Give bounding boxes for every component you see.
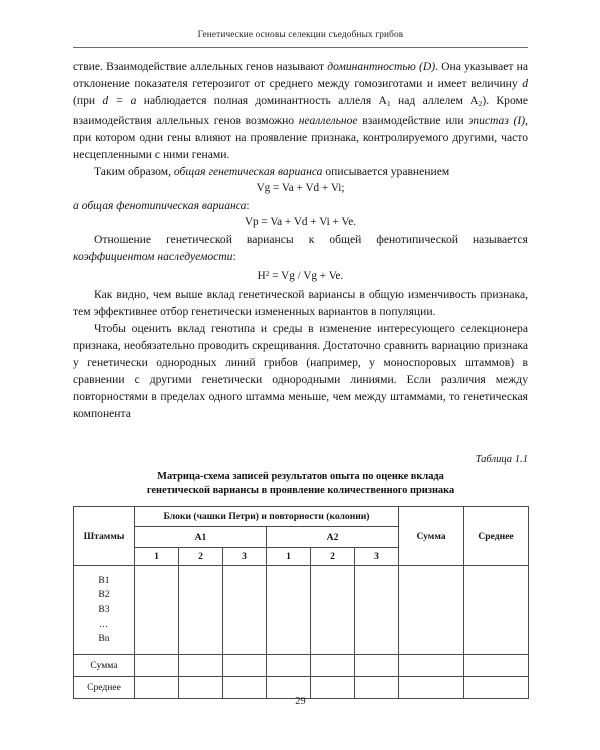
header-row-group: [74, 507, 529, 527]
p1-emphasis-dominance: доминантностью (D): [327, 60, 436, 73]
paragraph-1: [73, 58, 528, 163]
table-caption-line-1: Матрица-схема записей результатов опыта по оценке вклада: [157, 471, 444, 482]
column-header-strains: Штаммы: [74, 507, 135, 566]
table-number-label: Таблица 1.1: [475, 454, 528, 465]
row-label-strain-list: [74, 566, 135, 655]
p1-emphasis-d-equals-a: d = a: [102, 94, 137, 108]
column-header-a1-rep-1: 1: [135, 548, 179, 566]
table-row-strains: [74, 566, 529, 655]
p1-text-g: взаимодействие или: [357, 114, 469, 128]
allele-subscript-1: 1: [386, 99, 391, 108]
column-header-a2-rep-1: 1: [267, 548, 311, 566]
table-row-sum: [74, 655, 529, 677]
p2-text-a: Таким образом,: [94, 165, 174, 179]
table-caption-line-2: генетической вариансы в проявление количественного признака: [146, 485, 455, 497]
formula-genetic-variance: Vg = Va + Vd + Vi;: [256, 182, 345, 195]
paragraph-5: Как видно, чем выше вклад генетической вариансы в общую изменчивость признака, тем эффективнее отбор генетически измененных вариантов в популяции.: [73, 287, 528, 318]
p1-emphasis-epistasis: эпистаз (I): [468, 114, 526, 128]
paragraph-6: Чтобы оценить вклад генотипа и среды в изменение интересующего селекционера признака, необязательно проводить скрещивания. Достаточно сравнить вариацию признака у генетически однородных линий грибов (например, у моноспоровых штаммов) в сравнении с другими генетически однородными линиями. Если различия между повторностями в пределах одного штамма меньше, чем между штаммами, то генетическая компонента: [73, 321, 528, 420]
p1-text-b: . Она указывает на отклонение показателя гетерозигот от среднего между гомозиготами и имеет величину: [73, 60, 528, 91]
column-header-a1-rep-3: 3: [223, 548, 267, 566]
matrix-table: [73, 506, 529, 699]
data-cell[interactable]: [399, 655, 464, 677]
data-cell[interactable]: [179, 655, 223, 677]
data-cell[interactable]: [464, 566, 529, 655]
table-block: [73, 453, 528, 699]
data-cell[interactable]: [135, 566, 179, 655]
p1-text-f: ). Кроме взаимодействия аллельных генов возможно: [73, 94, 529, 128]
formula-h-symbol: H: [257, 270, 266, 283]
p1-text-a: ствие. Взаимодействие аллельных генов называют: [73, 60, 328, 73]
data-cell[interactable]: [311, 566, 355, 655]
table-caption: [73, 470, 528, 498]
data-cell[interactable]: [464, 655, 529, 677]
page-number: 29: [295, 696, 306, 707]
strain-label-b1: B1: [98, 574, 110, 586]
header-rule: [73, 47, 528, 48]
p4-emphasis-heritability: коэффициентом наследуемости: [73, 250, 233, 264]
column-header-mean: Среднее: [464, 507, 529, 566]
paragraph-2: [73, 163, 528, 180]
strain-label-b2: B2: [98, 589, 110, 601]
table-head: [74, 507, 529, 566]
formula-h-expression: = Vg / Vg + Ve.: [269, 270, 344, 283]
data-cell[interactable]: [223, 655, 267, 677]
allele-subscript-2: 2: [478, 99, 483, 108]
p2-text-b: описывается уравнением: [322, 165, 450, 179]
data-cell[interactable]: [267, 566, 311, 655]
column-header-block-a2: А2: [267, 527, 399, 548]
data-cell[interactable]: [355, 566, 399, 655]
data-cell[interactable]: [179, 566, 223, 655]
paragraph-4: [73, 231, 528, 265]
formula-h-exponent: 2: [265, 269, 270, 279]
data-cell[interactable]: [223, 566, 267, 655]
p3-text-a: :: [246, 199, 250, 213]
p1-emphasis-nonallelic: неаллельное: [298, 114, 358, 128]
p1-text-d: наблюдается полная доминантность аллеля A: [136, 94, 387, 108]
p1-text-h: , при котором одни гены влияют на проявление признака, контролируемого другими, часто несцепленными с ними генами.: [73, 114, 528, 162]
data-cell[interactable]: [399, 566, 464, 655]
p1-emphasis-d: d: [522, 77, 528, 91]
strain-label-ellipsis: …: [99, 619, 109, 630]
strain-label-stack: [74, 574, 134, 647]
column-header-block-a1: А1: [135, 527, 267, 548]
strain-label-b3: B3: [98, 603, 110, 615]
row-label-mean: Среднее: [74, 677, 135, 699]
data-cell[interactable]: [135, 655, 179, 677]
p2-emphasis-genetic-variance: общая генетическая варианса: [173, 165, 323, 179]
column-header-a2-rep-2: 2: [311, 548, 355, 566]
column-header-blocks-group: Блоки (чашки Петри) и повторности (колонии): [135, 507, 399, 527]
paragraph-3: [73, 197, 528, 214]
formula-phenotypic-variance: Vp = Va + Vd + Vi + Ve.: [244, 216, 357, 229]
data-cell[interactable]: [355, 655, 399, 677]
row-label-sum: Сумма: [74, 655, 135, 677]
column-header-sum: Сумма: [399, 507, 464, 566]
p4-text-a: Отношение генетической вариансы к общей фенотипической называется: [94, 233, 528, 247]
data-cell[interactable]: [267, 655, 311, 677]
p1-text-c: (при: [73, 94, 103, 108]
column-header-a2-rep-3: 3: [355, 548, 399, 566]
formula-heritability: [73, 265, 528, 285]
text-column: [73, 58, 528, 422]
p1-text-e: над аллелем A: [390, 94, 479, 108]
column-header-a1-rep-2: 2: [179, 548, 223, 566]
running-head: Генетические основы селекции съедобных грибов: [197, 30, 404, 40]
data-cell[interactable]: [311, 655, 355, 677]
p4-text-b: :: [232, 250, 236, 264]
table-body: [74, 566, 529, 699]
p3-emphasis-phenotypic-variance: а общая фенотипическая варианса: [73, 199, 247, 213]
strain-label-bn: Bn: [98, 633, 110, 645]
